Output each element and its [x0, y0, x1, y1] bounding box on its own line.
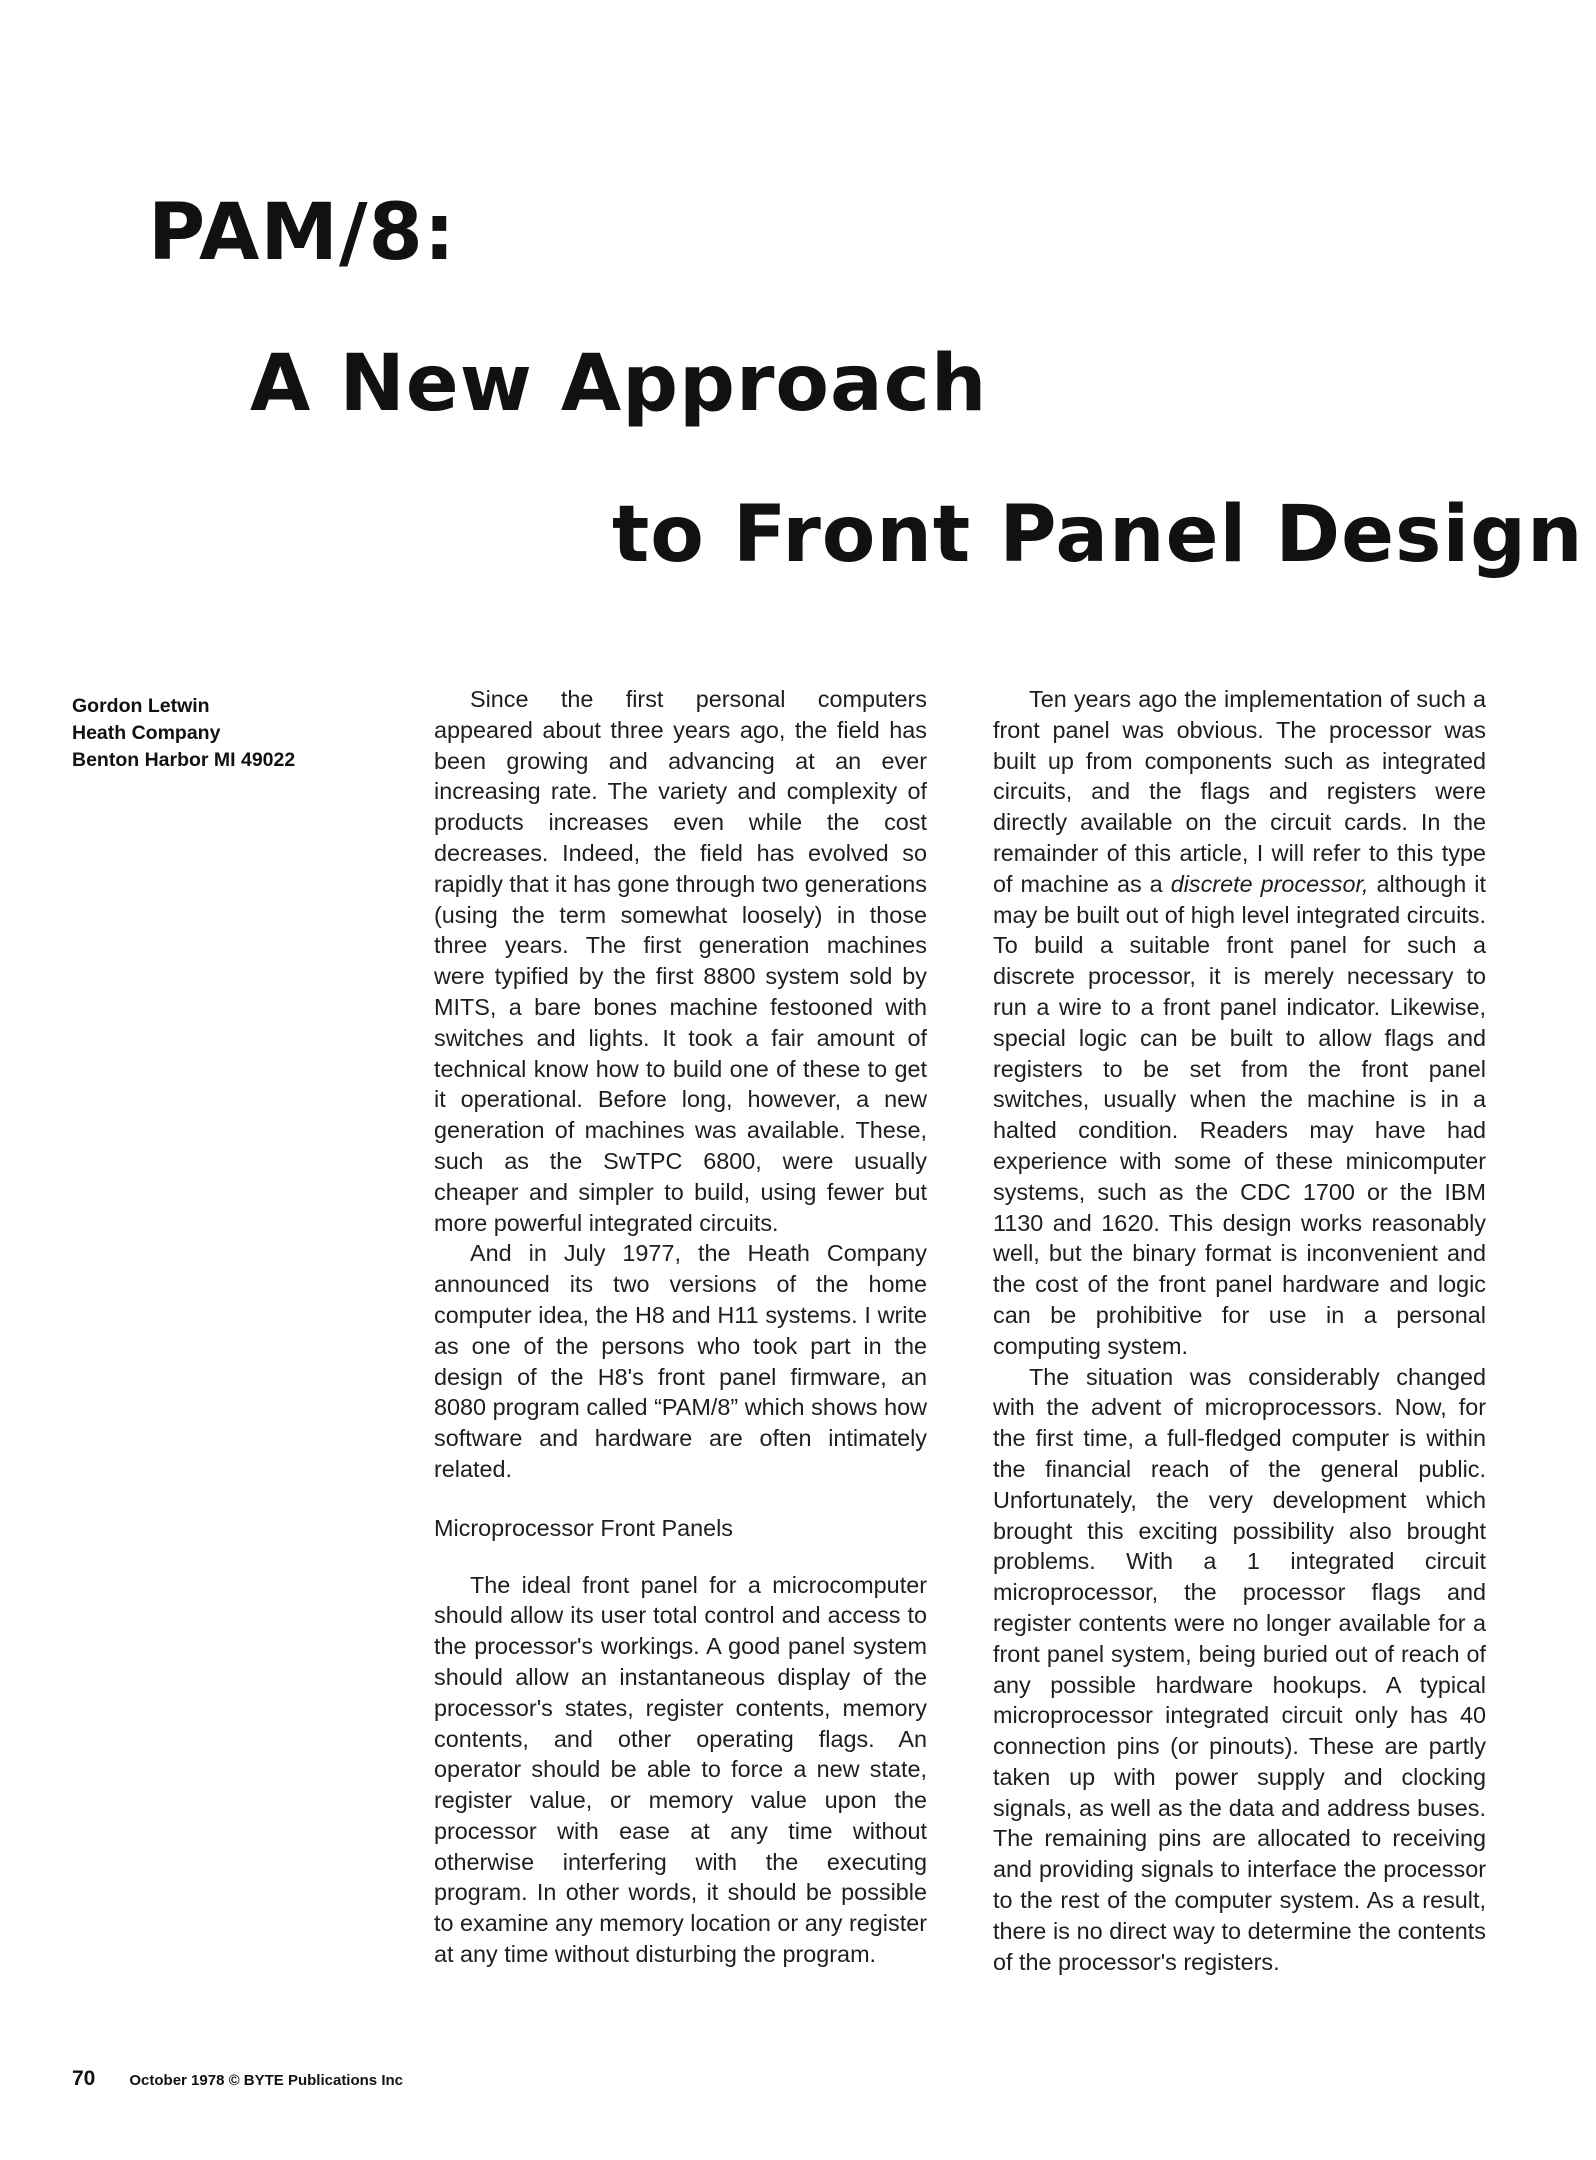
section-heading: Microprocessor Front Panels — [434, 1514, 733, 1541]
text-column-1 — [434, 684, 927, 1970]
text-column-2 — [993, 684, 1486, 1977]
paragraph-heath: And in July 1977, the Heath Company announced its two versions of the home computer idea, the H8 and H11 systems. I write as one of the persons who took part in the design of the H8's front panel firmware, an 8080 program called “PAM/8” which shows how software and hardware are often intimately related. — [434, 1240, 927, 1482]
italic-term: discrete processor, — [1170, 870, 1369, 897]
author-address: Benton Harbor MI 49022 — [72, 749, 296, 771]
author-byline — [72, 693, 295, 774]
paragraph-microprocessors: The situation was considerably changed with the advent of microprocessors. Now, for the first time, a full-fledged computer is within the financial reach of the general public. Unfortunately, the very development which brought this exciting possibility also brought problems. With a 1 integrated circuit microprocessor, the processor flags and register contents were no longer available for a front panel system, being buried out of reach of any possible hardware hookups. A typical microprocessor integrated circuit only has 40 connection pins (or pinouts). These are partly taken up with power supply and clocking signals, as well as the data and address buses. The remaining pins are allocated to receiving and providing signals to interface the processor to the rest of the computer system. As a result, there is no direct way to determine the contents of the processor's registers. — [993, 1363, 1486, 1975]
author-name: Gordon Letwin — [72, 695, 210, 717]
paragraph-discrete-processor — [993, 684, 1486, 1362]
page-footer — [72, 2067, 403, 2091]
paragraph-text-part-2: although it may be built out of high level integrated circuits. To build a suitable front panel for such a discrete processor, it is merely necessary to run a wire to a front panel indicator. Likewise, special logic can be built to allow flags and registers to be set from the front panel switches, usually when the machine is in a halted condition. Readers may have had experience with some of these minicomputer systems, such as the CDC 1700 or the IBM 1130 and 1620. This design works reasonably well, but the binary format is inconvenient and the cost of the front panel hardware and logic can be prohibitive for use in a personal computing system. — [993, 870, 1486, 1359]
title-line-3: to Front Panel Design — [612, 490, 1584, 580]
paragraph-text-part-1: Ten years ago the implementation of such a front panel was obvious. The processor was built up from components such as integrated circuits, and the flags and registers were directly available on the circuit cards. In the remainder of this article, I will refer to this type of machine as a — [993, 686, 1486, 897]
page-number: 70 — [72, 2067, 96, 2090]
paragraph-intro: Since the first personal computers appeared about three years ago, the field has been growing and advancing at an ever increasing rate. The variety and complexity of products increases even while the cost decreases. Indeed, the field has evolved so rapidly that it has gone through two generations (using the term somewhat loosely) in those three years. The first generation machines were typified by the first 8800 system sold by MITS, a bare bones machine festooned with switches and lights. It took a fair amount of technical know how to build one of these to get it operational. Before long, however, a new generation of machines was available. These, such as the SwTPC 6800, were usually cheaper and simpler to build, using fewer but more powerful integrated circuits. — [434, 686, 927, 1236]
author-company: Heath Company — [72, 722, 221, 744]
title-line-1: PAM/8: — [148, 188, 456, 278]
publication-credit: October 1978 © BYTE Publications Inc — [129, 2072, 403, 2089]
paragraph-ideal-panel: The ideal front panel for a microcomputer should allow its user total control and access to the processor's workings. A good panel system should allow an instantaneous display of the processor's states, register contents, memory contents, and other operating flags. An operator should be able to force a new state, register value, or memory value upon the processor with ease at any time without otherwise interfering with the executing program. In other words, it should be possible to examine any memory location or any register at any time without disturbing the program. — [434, 1571, 927, 1968]
title-line-2: A New Approach — [250, 339, 988, 429]
